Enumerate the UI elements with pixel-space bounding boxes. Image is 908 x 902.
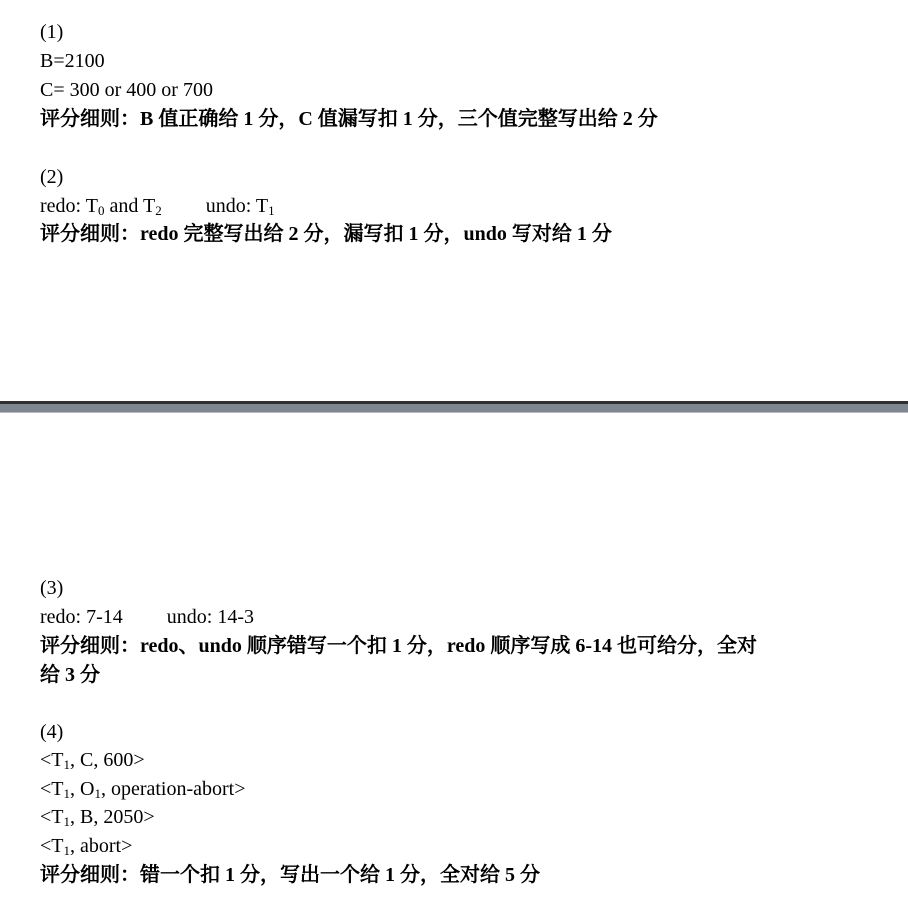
- part4-log-4: [40, 834, 132, 858]
- part1-line-c: C= 300 or 400 or 700: [40, 79, 213, 101]
- log3-b: , B, 2050>: [70, 806, 155, 828]
- log2-sub2: 1: [94, 786, 101, 801]
- part2-redo-undo-line: [40, 194, 275, 218]
- part4-log-1: [40, 748, 145, 772]
- log2-a: <T: [40, 778, 64, 800]
- part2-redo-sub2: 2: [155, 203, 162, 218]
- part3-label: (3): [40, 577, 64, 599]
- part1-line-b: B=2100: [40, 50, 105, 72]
- log2-b: , O: [70, 778, 95, 800]
- part4-rubric: 评分细则：错一个扣 1 分，写出一个给 1 分，全对给 5 分: [40, 864, 540, 886]
- log3-a: <T: [40, 806, 64, 828]
- part1-label: (1): [40, 21, 64, 43]
- log2-sub: 1: [63, 786, 70, 801]
- part2-redo-prefix: redo: T: [40, 195, 98, 217]
- part2-undo-prefix: undo: T: [205, 195, 269, 217]
- log4-sub: 1: [63, 843, 70, 858]
- part4-label: (4): [40, 721, 64, 743]
- part4-log-2: [40, 777, 246, 801]
- log2-c: , operation-abort>: [100, 778, 246, 800]
- log3-sub: 1: [63, 814, 70, 829]
- log1-b: , C, 600>: [70, 749, 145, 771]
- part3-undo: undo: 14-3: [166, 606, 254, 628]
- part2-redo-sub0: 0: [97, 203, 105, 218]
- part3-rubric-line1: 评分细则：redo、undo 顺序错写一个扣 1 分，redo 顺序写成 6-14 也可给分，全对: [40, 635, 758, 657]
- log1-a: <T: [40, 749, 64, 771]
- part2-redo-and: and T: [104, 195, 156, 217]
- part3-redo-undo-line: [40, 605, 254, 629]
- part4-log-3: [40, 805, 155, 829]
- part2-rubric: 评分细则：redo 完整写出给 2 分，漏写扣 1 分，undo 写对给 1 分: [40, 223, 612, 245]
- part3-redo: redo: 7-14: [40, 606, 123, 628]
- log1-sub: 1: [63, 757, 70, 772]
- part1-rubric: 评分细则：B 值正确给 1 分，C 值漏写扣 1 分，三个值完整写出给 2 分: [40, 108, 658, 130]
- page-divider-light: [0, 412, 908, 413]
- part2-label: (2): [40, 166, 64, 188]
- log4-b: , abort>: [70, 835, 133, 857]
- part3-rubric-line2: 给 3 分: [40, 664, 100, 686]
- part2-undo-sub1: 1: [268, 203, 275, 218]
- page-divider: [0, 404, 908, 412]
- log4-a: <T: [40, 835, 64, 857]
